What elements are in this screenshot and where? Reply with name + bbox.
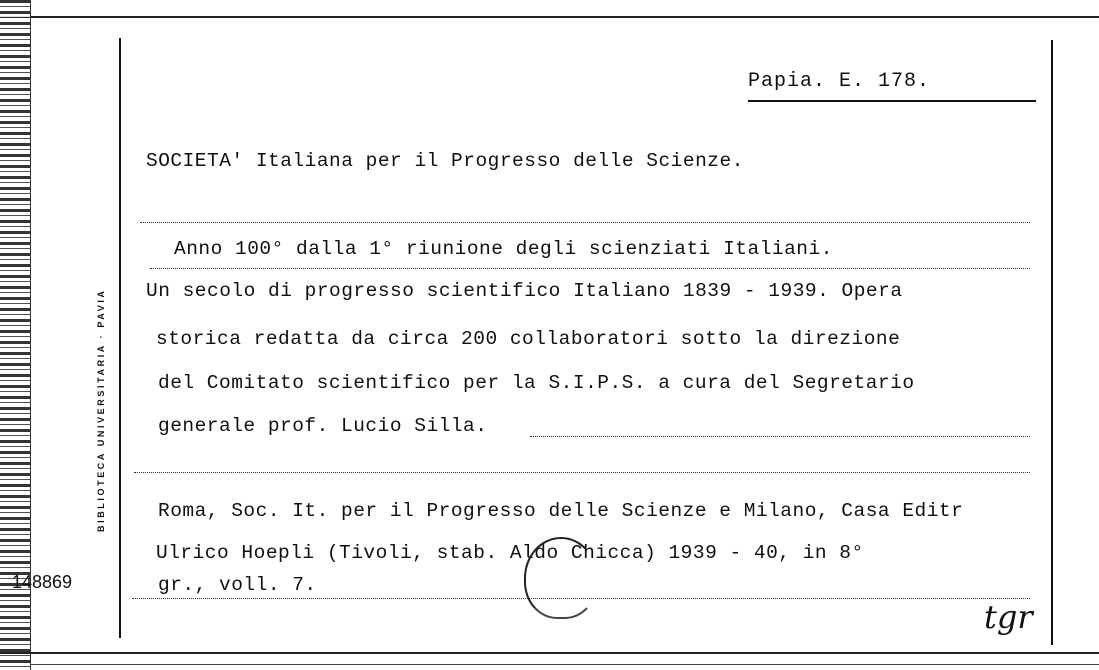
left-margin-rule	[119, 38, 121, 638]
imprint-line: Roma, Soc. It. per il Progresso delle Scienze e Milano, Casa Editr	[158, 500, 964, 522]
heading: SOCIETA' Italiana per il Progresso delle Scienze.	[146, 150, 744, 172]
card-bottom-edge-secondary	[30, 664, 1099, 665]
ink-stamp	[524, 537, 598, 619]
dotted-rule	[530, 436, 1030, 437]
description-line: generale prof. Lucio Silla.	[158, 415, 488, 437]
dotted-rule	[140, 222, 1030, 223]
card-top-edge	[0, 0, 1099, 18]
description-line: Un secolo di progresso scientifico Italiano 1839 - 1939. Opera	[146, 280, 903, 302]
dotted-rule	[134, 472, 1030, 473]
imprint-line: gr., voll. 7.	[158, 574, 317, 596]
description-line: storica redatta da circa 200 collaboratori sotto la direzione	[156, 328, 901, 350]
scan-edge-border	[30, 0, 37, 670]
card-bottom-edge	[0, 652, 1099, 654]
dotted-rule	[150, 268, 1030, 269]
shelfmark: Papia. E. 178.	[748, 70, 931, 93]
shelfmark-underline	[748, 100, 1036, 102]
library-stamp: BIBLIOTECA UNIVERSITARIA · PAVIA	[96, 288, 106, 532]
right-margin-rule	[1051, 40, 1053, 645]
inventory-number: 148869	[12, 572, 73, 592]
handwritten-initials: tgr	[984, 598, 1033, 636]
scan-edge-noise	[0, 0, 30, 670]
description-line: Anno 100° dalla 1° riunione degli scienziati Italiani.	[174, 238, 833, 260]
imprint-line: Ulrico Hoepli (Tivoli, stab. Aldo Chicca) 1939 - 40, in 8°	[156, 542, 864, 564]
description-line: del Comitato scientifico per la S.I.P.S. a cura del Segretario	[158, 372, 915, 394]
